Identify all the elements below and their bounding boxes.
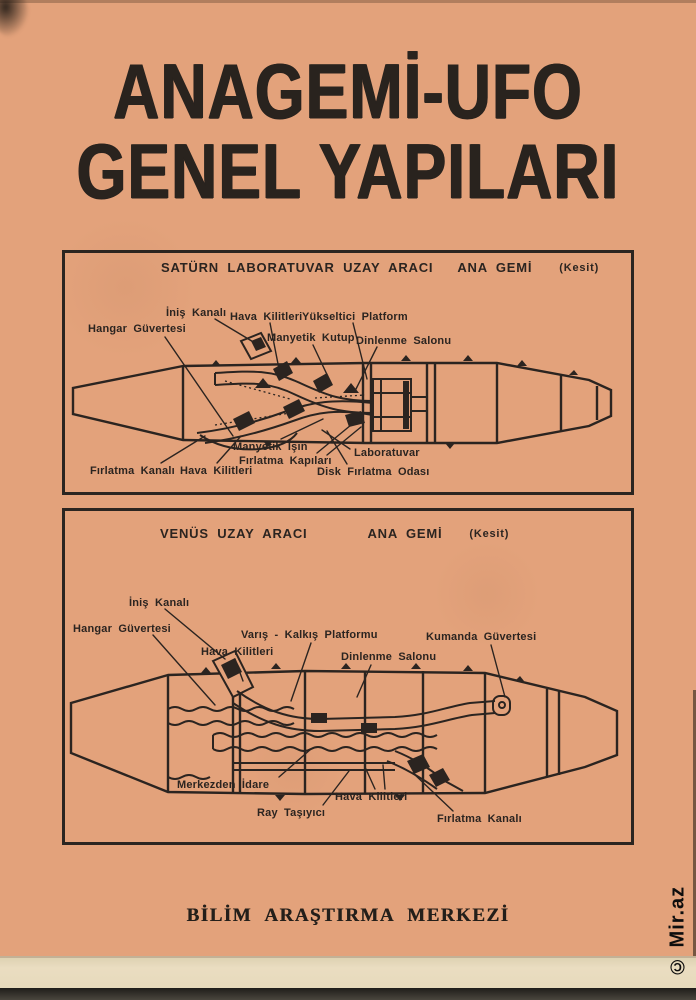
label-disk-firlatma-odasi: Disk Fırlatma Odası xyxy=(317,466,430,478)
label-hava-kilitleri-bottom-2: Hava Kilitleri xyxy=(335,791,408,803)
label-hava-kilitleri-bottom: Hava Kilitleri xyxy=(180,465,253,477)
saturn-hull-nubs xyxy=(211,355,578,449)
label-dinlenme-salonu: Dinlenme Salonu xyxy=(356,335,452,347)
saturn-header-ship: ANA GEMİ xyxy=(457,260,533,275)
saturn-ship-drawing xyxy=(65,253,631,492)
label-hava-kilitleri-top: Hava Kilitleri xyxy=(230,311,303,323)
label-manyetik-kutup: Manyetik Kutup xyxy=(267,332,355,344)
label-ray-tasiyici: Ray Taşıyıcı xyxy=(257,807,326,819)
label-hangar-guvertesi-2: Hangar Güvertesi xyxy=(73,623,171,635)
publisher-name: BİLİM ARAŞTIRMA MERKEZİ xyxy=(186,905,510,926)
label-firlatma-kanali-2: Fırlatma Kanalı xyxy=(437,813,522,825)
book-page-edge xyxy=(0,956,696,991)
venus-header-ship: ANA GEMİ xyxy=(367,526,443,541)
watermark-text: © Mir.az xyxy=(666,885,689,977)
label-hangar-guvertesi: Hangar Güvertesi xyxy=(88,323,186,335)
label-kumanda-guvertesi: Kumanda Güvertesi xyxy=(426,631,537,643)
label-firlatma-kanali: Fırlatma Kanalı xyxy=(90,465,175,477)
book-title-line1: ANAGEMİ-UFO xyxy=(113,47,583,136)
label-hava-kilitleri-top-2: Hava Kilitleri xyxy=(201,646,274,658)
label-inis-kanali: İniş Kanalı xyxy=(166,307,227,319)
label-laboratuvar: Laboratuvar xyxy=(354,447,420,459)
venus-header-title: VENÜS UZAY ARACI xyxy=(160,526,308,541)
label-firlatma-kapilari: Fırlatma Kapıları xyxy=(239,455,332,467)
saturn-hull xyxy=(73,362,611,443)
saturn-header-title: SATÜRN LABORATUVAR UZAY ARACI xyxy=(161,260,434,275)
label-inis-kanali-2: İniş Kanalı xyxy=(129,597,190,609)
label-dinlenme-salonu-2: Dinlenme Salonu xyxy=(341,651,437,663)
saturn-machinery xyxy=(197,333,427,449)
saturn-header-note: (Kesit) xyxy=(559,262,600,274)
venus-diagram-frame xyxy=(62,508,634,845)
label-varis-kalkis-platformu: Varış - Kalkış Platformu xyxy=(241,629,378,641)
saturn-diagram-frame xyxy=(62,250,634,495)
label-yukseltici-platform: Yükseltici Platform xyxy=(302,311,408,323)
venus-hull xyxy=(71,671,617,794)
venus-header-note: (Kesit) xyxy=(469,528,510,540)
label-merkezden-idare: Merkezden İdare xyxy=(177,779,270,791)
scan-top-edge xyxy=(0,0,696,3)
book-title-line2: GENEL YAPILARI xyxy=(76,127,620,216)
label-manyetik-isin: Manyetik Işın xyxy=(233,441,308,453)
scan-bottom-edge xyxy=(0,988,696,1000)
